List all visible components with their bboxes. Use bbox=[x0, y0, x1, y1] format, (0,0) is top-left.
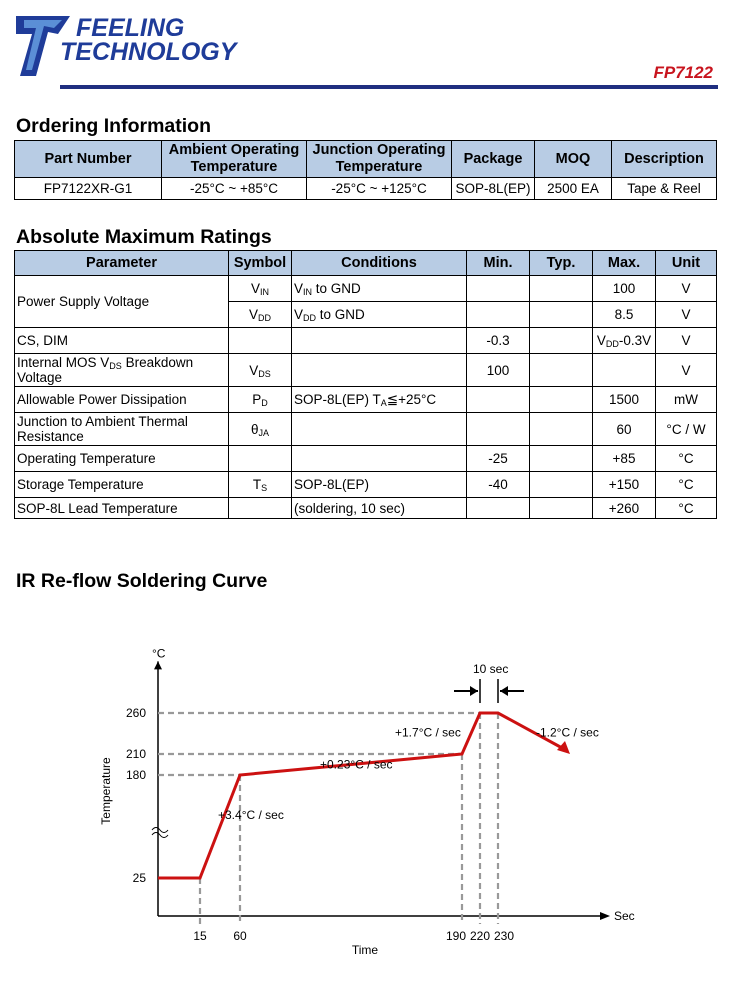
max-thermal: 60 bbox=[593, 413, 656, 446]
x-tick-label: 190 bbox=[445, 929, 467, 943]
unit-lead: °C bbox=[656, 498, 717, 519]
symbol-cell bbox=[229, 328, 292, 354]
min-cs-dim: -0.3 bbox=[467, 328, 530, 354]
description: Tape & Reel bbox=[612, 178, 717, 200]
symbol-cell bbox=[229, 498, 292, 519]
min-mos: 100 bbox=[467, 354, 530, 387]
col-junction-temp: Junction Operating Temperature bbox=[307, 141, 452, 178]
min-cell bbox=[467, 498, 530, 519]
unit-power: mW bbox=[656, 387, 717, 413]
ratings-header-row bbox=[15, 251, 717, 276]
bracket-arrow-left bbox=[470, 686, 478, 696]
reflow-chart bbox=[0, 600, 733, 970]
table-row bbox=[15, 178, 717, 200]
header-rule bbox=[60, 85, 718, 89]
cond-lead: (soldering, 10 sec) bbox=[292, 498, 467, 519]
symbol-cell bbox=[229, 446, 292, 472]
typ-cell bbox=[530, 413, 593, 446]
col-symbol: Symbol bbox=[229, 251, 292, 276]
typ-cell bbox=[530, 472, 593, 498]
unit-storage: °C bbox=[656, 472, 717, 498]
col-max: Max. bbox=[593, 251, 656, 276]
param-supply-voltage: Power Supply Voltage bbox=[15, 276, 229, 328]
reflow-title: IR Re-flow Soldering Curve bbox=[16, 570, 268, 592]
col-parameter: Parameter bbox=[15, 251, 229, 276]
col-moq: MOQ bbox=[535, 141, 612, 178]
axis-break-mark bbox=[152, 828, 168, 833]
max-cs-dim: $V_{DD}-0.3V$ bbox=[593, 328, 656, 354]
table-row bbox=[15, 498, 717, 519]
param-thermal-resistance: Junction to Ambient Thermal Resistance bbox=[15, 413, 229, 446]
max-vdd: 8.5 bbox=[593, 302, 656, 328]
min-cell bbox=[467, 387, 530, 413]
param-operating-temp: Operating Temperature bbox=[15, 446, 229, 472]
junction-temp: -25°C ~ +125°C bbox=[307, 178, 452, 200]
cond-power: SOP-8L(EP) $T_A≦+25^\circ C$ bbox=[292, 387, 467, 413]
annotation-cool: -1.2°C / sec bbox=[536, 725, 599, 740]
param-cs-dim: CS, DIM bbox=[15, 328, 229, 354]
unit-mos: V bbox=[656, 354, 717, 387]
col-ambient-temp: Ambient Operating Temperature bbox=[162, 141, 307, 178]
max-storage: +150 bbox=[593, 472, 656, 498]
min-operating: -25 bbox=[467, 446, 530, 472]
x-tick-label: 60 bbox=[233, 929, 247, 943]
annotation-ramp2: +1.7°C / sec bbox=[395, 725, 461, 740]
col-unit: Unit bbox=[656, 251, 717, 276]
unit-cs-dim: V bbox=[656, 328, 717, 354]
typ-cell bbox=[530, 498, 593, 519]
table-row bbox=[15, 276, 717, 302]
unit-vin: V bbox=[656, 276, 717, 302]
param-lead-temp: SOP-8L Lead Temperature bbox=[15, 498, 229, 519]
table-row bbox=[15, 387, 717, 413]
ordering-title: Ordering Information bbox=[16, 115, 211, 137]
bracket-arrow-right bbox=[500, 686, 508, 696]
x-unit-label: Sec bbox=[614, 909, 635, 923]
col-description: Description bbox=[612, 141, 717, 178]
max-operating: +85 bbox=[593, 446, 656, 472]
axis-break-mark bbox=[152, 833, 168, 838]
symbol-vin: $V_{IN}$ bbox=[229, 276, 292, 302]
package: SOP-8L(EP) bbox=[452, 178, 535, 200]
y-unit-label: °C bbox=[152, 646, 166, 661]
table-row bbox=[15, 328, 717, 354]
part-number: FP7122XR-G1 bbox=[15, 178, 162, 200]
table-row bbox=[15, 446, 717, 472]
y-tick-label: 180 bbox=[125, 768, 146, 782]
table-row bbox=[15, 413, 717, 446]
reflow-curve bbox=[158, 713, 564, 878]
max-power: 1500 bbox=[593, 387, 656, 413]
annotation-peak-time: 10 sec bbox=[473, 662, 509, 676]
symbol-theta-ja: $\theta_{JA}$ bbox=[229, 413, 292, 446]
y-axis-label: Temperature bbox=[99, 757, 113, 825]
unit-thermal: °C / W bbox=[656, 413, 717, 446]
moq: 2500 EA bbox=[535, 178, 612, 200]
cond-storage: SOP-8L(EP) bbox=[292, 472, 467, 498]
param-mos-breakdown: Internal MOS $V_{DS}$ Breakdown Voltage bbox=[15, 354, 229, 387]
col-min: Min. bbox=[467, 251, 530, 276]
unit-vdd: V bbox=[656, 302, 717, 328]
document-id: FP7122 bbox=[653, 63, 713, 82]
col-conditions: Conditions bbox=[292, 251, 467, 276]
ordering-header-row bbox=[15, 141, 717, 178]
brand-name-line2: TECHNOLOGY bbox=[60, 38, 237, 66]
symbol-pd: $P_D$ bbox=[229, 387, 292, 413]
cond-cell bbox=[292, 413, 467, 446]
y-tick-label: 210 bbox=[125, 747, 146, 761]
param-power-dissipation: Allowable Power Dissipation bbox=[15, 387, 229, 413]
unit-operating: °C bbox=[656, 446, 717, 472]
typ-cell bbox=[530, 387, 593, 413]
max-cell bbox=[593, 354, 656, 387]
cond-cell bbox=[292, 354, 467, 387]
annotation-ramp1: +3.4°C / sec bbox=[218, 807, 284, 822]
symbol-vdd: $V_{DD}$ bbox=[229, 302, 292, 328]
typ-cell bbox=[530, 446, 593, 472]
x-tick-label: 220 bbox=[469, 929, 491, 943]
x-axis-label: Time bbox=[351, 943, 379, 957]
max-vin: 100 bbox=[593, 276, 656, 302]
param-storage-temp: Storage Temperature bbox=[15, 472, 229, 498]
x-axis-arrow bbox=[600, 912, 610, 920]
typ-cell bbox=[530, 328, 593, 354]
symbol-vds: $V_{DS}$ bbox=[229, 354, 292, 387]
col-part-number: Part Number bbox=[15, 141, 162, 178]
x-tick-label: 230 bbox=[493, 929, 515, 943]
brand-name-line1: FEELING bbox=[76, 14, 185, 42]
min-cell bbox=[467, 413, 530, 446]
col-typ: Typ. bbox=[530, 251, 593, 276]
typ-cell bbox=[530, 302, 593, 328]
ambient-temp: -25°C ~ +85°C bbox=[162, 178, 307, 200]
min-cell bbox=[467, 276, 530, 302]
typ-cell bbox=[530, 354, 593, 387]
cond-cell bbox=[292, 446, 467, 472]
symbol-ts: $T_S$ bbox=[229, 472, 292, 498]
y-axis-arrow bbox=[154, 661, 162, 669]
max-lead: +260 bbox=[593, 498, 656, 519]
cond-vin: $V_{IN}$ to GND bbox=[292, 276, 467, 302]
cond-vdd: $V_{DD}$ to GND bbox=[292, 302, 467, 328]
min-storage: -40 bbox=[467, 472, 530, 498]
col-package: Package bbox=[452, 141, 535, 178]
table-row bbox=[15, 354, 717, 387]
y-tick-label: 25 bbox=[132, 871, 146, 885]
ratings-title: Absolute Maximum Ratings bbox=[16, 226, 272, 248]
annotation-soak: +0.23°C / sec bbox=[320, 757, 393, 772]
page-header bbox=[0, 0, 733, 96]
ordering-table bbox=[14, 140, 717, 200]
x-tick-label: 15 bbox=[193, 929, 207, 943]
y-tick-label: 260 bbox=[125, 706, 146, 720]
typ-cell bbox=[530, 276, 593, 302]
ratings-table bbox=[14, 250, 717, 519]
table-row bbox=[15, 472, 717, 498]
min-cell bbox=[467, 302, 530, 328]
cond-cell bbox=[292, 328, 467, 354]
